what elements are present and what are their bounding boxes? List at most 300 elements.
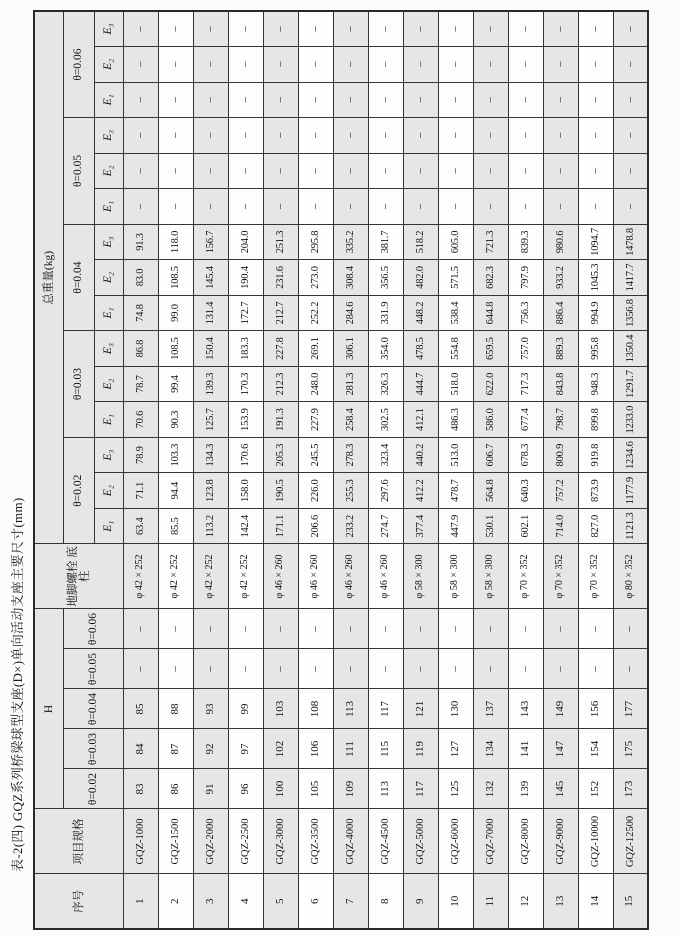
- weight-value: –: [123, 189, 158, 225]
- weight-value: 518.0: [438, 366, 473, 402]
- h-value: 139: [508, 769, 543, 809]
- weight-value: –: [578, 11, 613, 47]
- weight-value: 530.1: [473, 508, 508, 544]
- h-value: –: [543, 609, 578, 649]
- weight-value: 74.8: [123, 295, 158, 331]
- table-row: [508, 11, 543, 929]
- e3-header: E₃: [94, 437, 123, 473]
- weight-value: –: [158, 47, 193, 83]
- h-value: –: [473, 609, 508, 649]
- h-value: 88: [158, 689, 193, 729]
- weight-value: 71.1: [123, 473, 158, 509]
- row-spec: GQZ-1500: [158, 809, 193, 874]
- e2-header: E₂: [94, 153, 123, 189]
- weight-value: 995.8: [578, 331, 613, 367]
- h-value: 111: [333, 729, 368, 769]
- weight-value: 1350.4: [613, 331, 648, 367]
- h-theta-005: θ=0.05: [63, 649, 123, 689]
- e2-header: E₂: [94, 366, 123, 402]
- weight-value: –: [333, 118, 368, 154]
- h-value: –: [368, 649, 403, 689]
- weight-value: 486.3: [438, 402, 473, 438]
- spec-table: [33, 10, 649, 930]
- weight-value: 839.3: [508, 224, 543, 260]
- weight-value: –: [228, 11, 263, 47]
- table-row: [438, 11, 473, 929]
- bolt-spec: φ 42 × 252: [158, 544, 193, 609]
- h-value: 173: [613, 769, 648, 809]
- e2-header: E₂: [94, 260, 123, 296]
- weight-value: 571.5: [438, 260, 473, 296]
- weight-value: –: [193, 11, 228, 47]
- weight-value: 381.7: [368, 224, 403, 260]
- weight-value: 448.2: [403, 295, 438, 331]
- weight-value: 797.9: [508, 260, 543, 296]
- row-spec: GQZ-4000: [333, 809, 368, 874]
- h-value: –: [193, 609, 228, 649]
- h-theta-002: θ=0.02: [63, 769, 123, 809]
- weight-value: 308.4: [333, 260, 368, 296]
- weight-value: 212.7: [263, 295, 298, 331]
- row-spec: GQZ-5000: [403, 809, 438, 874]
- h-value: 100: [263, 769, 298, 809]
- weight-value: –: [368, 47, 403, 83]
- e2-header: E₂: [94, 47, 123, 83]
- weight-value: –: [333, 82, 368, 118]
- weight-value: 281.3: [333, 366, 368, 402]
- h-value: 113: [368, 769, 403, 809]
- weight-value: –: [438, 47, 473, 83]
- bolt-spec: φ 80 × 352: [613, 544, 648, 609]
- weight-value: 757.0: [508, 331, 543, 367]
- h-value: 154: [578, 729, 613, 769]
- row-no: 13: [543, 874, 578, 929]
- h-value: 93: [193, 689, 228, 729]
- weight-value: 295.8: [298, 224, 333, 260]
- weight-value: 171.1: [263, 508, 298, 544]
- table-row: [193, 11, 228, 929]
- w-theta-004: θ=0.04: [63, 224, 94, 331]
- weight-value: 326.3: [368, 366, 403, 402]
- weight-value: 717.3: [508, 366, 543, 402]
- weight-value: 170.3: [228, 366, 263, 402]
- weight-value: –: [508, 82, 543, 118]
- weight-value: –: [508, 189, 543, 225]
- row-no: 9: [403, 874, 438, 929]
- weight-value: –: [263, 82, 298, 118]
- bolt-spec: φ 42 × 252: [228, 544, 263, 609]
- weight-value: –: [543, 118, 578, 154]
- header-row-2: [63, 11, 94, 929]
- h-value: 91: [193, 769, 228, 809]
- weight-value: 678.3: [508, 437, 543, 473]
- weight-value: –: [123, 47, 158, 83]
- table-row: [333, 11, 368, 929]
- weight-value: –: [158, 118, 193, 154]
- weight-value: 170.6: [228, 437, 263, 473]
- h-value: 105: [298, 769, 333, 809]
- h-value: –: [578, 649, 613, 689]
- weight-value: –: [228, 118, 263, 154]
- weight-value: 1233.0: [613, 402, 648, 438]
- weight-value: 150.4: [193, 331, 228, 367]
- h-value: 125: [438, 769, 473, 809]
- h-value: –: [298, 649, 333, 689]
- weight-value: 172.7: [228, 295, 263, 331]
- weight-value: –: [368, 189, 403, 225]
- h-value: –: [228, 609, 263, 649]
- weight-value: 85.5: [158, 508, 193, 544]
- weight-value: 139.3: [193, 366, 228, 402]
- table-body: [123, 11, 648, 929]
- h-value: –: [613, 609, 648, 649]
- h-value: –: [578, 609, 613, 649]
- weight-value: 131.4: [193, 295, 228, 331]
- h-value: –: [543, 649, 578, 689]
- row-no: 4: [228, 874, 263, 929]
- h-value: –: [263, 609, 298, 649]
- h-theta-003: θ=0.03: [63, 729, 123, 769]
- weight-value: 1356.8: [613, 295, 648, 331]
- weight-value: –: [228, 82, 263, 118]
- e3-header: E₃: [94, 331, 123, 367]
- table-row: [298, 11, 333, 929]
- weight-value: –: [403, 118, 438, 154]
- weight-value: 323.4: [368, 437, 403, 473]
- row-spec: GQZ-3000: [263, 809, 298, 874]
- table-row: [158, 11, 193, 929]
- row-spec: GQZ-6000: [438, 809, 473, 874]
- weight-value: –: [438, 153, 473, 189]
- w-theta-005: θ=0.05: [63, 118, 94, 225]
- weight-value: –: [193, 189, 228, 225]
- table-row: [578, 11, 613, 929]
- w-theta-006: θ=0.06: [63, 11, 94, 118]
- h-value: –: [473, 649, 508, 689]
- h-value: 175: [613, 729, 648, 769]
- weight-value: 356.5: [368, 260, 403, 296]
- weight-value: 412.1: [403, 402, 438, 438]
- weight-value: 827.0: [578, 508, 613, 544]
- weight-value: 677.4: [508, 402, 543, 438]
- weight-value: 622.0: [473, 366, 508, 402]
- weight-value: –: [298, 153, 333, 189]
- h-value: –: [368, 609, 403, 649]
- page-title: 表-2(四) GQZ系列桥梁球型支座(D×)单向活动支座主要尺寸(mm): [10, 497, 25, 872]
- weight-value: –: [473, 11, 508, 47]
- col-header-h-group: H: [34, 609, 63, 809]
- weight-value: –: [298, 82, 333, 118]
- h-value: 130: [438, 689, 473, 729]
- row-spec: GQZ-4500: [368, 809, 403, 874]
- h-value: 113: [333, 689, 368, 729]
- weight-value: –: [193, 47, 228, 83]
- weight-value: 682.3: [473, 260, 508, 296]
- weight-value: 258.4: [333, 402, 368, 438]
- weight-value: 919.8: [578, 437, 613, 473]
- row-spec: GQZ-2000: [193, 809, 228, 874]
- weight-value: 331.9: [368, 295, 403, 331]
- h-value: 145: [543, 769, 578, 809]
- h-value: –: [263, 649, 298, 689]
- weight-value: 1417.7: [613, 260, 648, 296]
- weight-value: –: [333, 189, 368, 225]
- weight-value: –: [473, 189, 508, 225]
- weight-value: –: [543, 82, 578, 118]
- h-value: –: [508, 649, 543, 689]
- weight-value: 757.2: [543, 473, 578, 509]
- bolt-spec: φ 70 × 352: [543, 544, 578, 609]
- weight-value: –: [368, 11, 403, 47]
- weight-value: –: [438, 11, 473, 47]
- weight-value: 756.3: [508, 295, 543, 331]
- weight-value: 231.6: [263, 260, 298, 296]
- weight-value: –: [473, 118, 508, 154]
- weight-value: 99.4: [158, 366, 193, 402]
- weight-value: –: [228, 189, 263, 225]
- h-value: –: [438, 609, 473, 649]
- weight-value: 800.9: [543, 437, 578, 473]
- weight-value: –: [193, 118, 228, 154]
- weight-value: 227.8: [263, 331, 298, 367]
- w-theta-003: θ=0.03: [63, 331, 94, 438]
- weight-value: –: [438, 82, 473, 118]
- row-no: 2: [158, 874, 193, 929]
- weight-value: –: [298, 11, 333, 47]
- weight-value: –: [123, 11, 158, 47]
- weight-value: 94.4: [158, 473, 193, 509]
- weight-value: –: [578, 153, 613, 189]
- weight-value: 204.0: [228, 224, 263, 260]
- weight-value: 335.2: [333, 224, 368, 260]
- h-value: 141: [508, 729, 543, 769]
- weight-value: –: [403, 82, 438, 118]
- row-spec: GQZ-9000: [543, 809, 578, 874]
- weight-value: –: [263, 153, 298, 189]
- weight-value: 183.3: [228, 331, 263, 367]
- h-value: –: [158, 649, 193, 689]
- weight-value: 721.3: [473, 224, 508, 260]
- h-value: –: [438, 649, 473, 689]
- row-spec: GQZ-1000: [123, 809, 158, 874]
- weight-value: –: [543, 189, 578, 225]
- weight-value: 538.4: [438, 295, 473, 331]
- weight-value: –: [263, 189, 298, 225]
- e2-header: E₂: [94, 473, 123, 509]
- bolt-spec: φ 70 × 352: [508, 544, 543, 609]
- row-no: 15: [613, 874, 648, 929]
- weight-value: 226.0: [298, 473, 333, 509]
- h-value: 143: [508, 689, 543, 729]
- weight-value: –: [543, 153, 578, 189]
- h-value: –: [123, 609, 158, 649]
- weight-value: 255.3: [333, 473, 368, 509]
- weight-value: 118.0: [158, 224, 193, 260]
- weight-value: 78.9: [123, 437, 158, 473]
- weight-value: 1234.6: [613, 437, 648, 473]
- weight-value: –: [298, 189, 333, 225]
- weight-value: 206.6: [298, 508, 333, 544]
- weight-value: 227.9: [298, 402, 333, 438]
- weight-value: 513.0: [438, 437, 473, 473]
- h-value: 147: [543, 729, 578, 769]
- h-value: –: [228, 649, 263, 689]
- h-value: –: [158, 609, 193, 649]
- weight-value: 1045.3: [578, 260, 613, 296]
- h-value: 156: [578, 689, 613, 729]
- h-value: 137: [473, 689, 508, 729]
- row-no: 11: [473, 874, 508, 929]
- weight-value: –: [123, 153, 158, 189]
- h-value: –: [298, 609, 333, 649]
- weight-value: 269.1: [298, 331, 333, 367]
- weight-value: 1478.8: [613, 224, 648, 260]
- h-value: 177: [613, 689, 648, 729]
- h-value: –: [508, 609, 543, 649]
- weight-value: 1094.7: [578, 224, 613, 260]
- weight-value: 564.8: [473, 473, 508, 509]
- weight-value: –: [228, 47, 263, 83]
- row-no: 7: [333, 874, 368, 929]
- bolt-spec: φ 46 × 260: [368, 544, 403, 609]
- bolt-spec: φ 42 × 252: [193, 544, 228, 609]
- weight-value: –: [333, 153, 368, 189]
- h-value: 84: [123, 729, 158, 769]
- row-no: 5: [263, 874, 298, 929]
- bolt-spec: φ 46 × 260: [298, 544, 333, 609]
- weight-value: –: [543, 11, 578, 47]
- weight-value: 714.0: [543, 508, 578, 544]
- e1-header: E₁: [94, 508, 123, 544]
- weight-value: 113.2: [193, 508, 228, 544]
- col-header-weight-group: 总重量(kg): [34, 11, 63, 544]
- weight-value: 980.6: [543, 224, 578, 260]
- weight-value: –: [158, 82, 193, 118]
- row-spec: GQZ-10000: [578, 809, 613, 874]
- table-row: [368, 11, 403, 929]
- h-value: 87: [158, 729, 193, 769]
- h-value: 103: [263, 689, 298, 729]
- bolt-spec: φ 58 × 300: [438, 544, 473, 609]
- weight-value: 108.5: [158, 260, 193, 296]
- weight-value: –: [158, 11, 193, 47]
- h-value: –: [613, 649, 648, 689]
- h-value: 102: [263, 729, 298, 769]
- weight-value: –: [403, 153, 438, 189]
- weight-value: –: [613, 47, 648, 83]
- e1-header: E₁: [94, 189, 123, 225]
- col-header-no: 序号: [34, 874, 123, 929]
- row-spec: GQZ-8000: [508, 809, 543, 874]
- weight-value: 297.6: [368, 473, 403, 509]
- weight-value: 273.0: [298, 260, 333, 296]
- e1-header: E₁: [94, 402, 123, 438]
- row-no: 14: [578, 874, 613, 929]
- weight-value: 412.2: [403, 473, 438, 509]
- table-row: [123, 11, 158, 929]
- row-spec: GQZ-12500: [613, 809, 648, 874]
- weight-value: 251.3: [263, 224, 298, 260]
- weight-value: 108.5: [158, 331, 193, 367]
- h-value: 152: [578, 769, 613, 809]
- row-no: 12: [508, 874, 543, 929]
- col-header-spec: 项目规格: [34, 809, 123, 874]
- weight-value: –: [613, 82, 648, 118]
- weight-value: 482.0: [403, 260, 438, 296]
- h-value: 149: [543, 689, 578, 729]
- weight-value: –: [578, 118, 613, 154]
- weight-value: –: [473, 82, 508, 118]
- weight-value: –: [298, 118, 333, 154]
- weight-value: –: [578, 189, 613, 225]
- bolt-spec: φ 58 × 300: [403, 544, 438, 609]
- weight-value: 889.3: [543, 331, 578, 367]
- weight-value: –: [123, 82, 158, 118]
- weight-value: 156.7: [193, 224, 228, 260]
- row-spec: GQZ-2500: [228, 809, 263, 874]
- weight-value: 843.8: [543, 366, 578, 402]
- weight-value: 190.5: [263, 473, 298, 509]
- weight-value: 933.2: [543, 260, 578, 296]
- weight-value: –: [368, 82, 403, 118]
- weight-value: 212.3: [263, 366, 298, 402]
- weight-value: 440.2: [403, 437, 438, 473]
- weight-value: –: [333, 47, 368, 83]
- weight-value: 994.9: [578, 295, 613, 331]
- row-no: 6: [298, 874, 333, 929]
- h-value: 119: [403, 729, 438, 769]
- weight-value: 444.7: [403, 366, 438, 402]
- weight-value: –: [263, 47, 298, 83]
- h-value: 115: [368, 729, 403, 769]
- h-value: 121: [403, 689, 438, 729]
- row-no: 8: [368, 874, 403, 929]
- h-value: 106: [298, 729, 333, 769]
- weight-value: –: [613, 153, 648, 189]
- h-value: –: [403, 609, 438, 649]
- weight-value: –: [438, 189, 473, 225]
- weight-value: 586.0: [473, 402, 508, 438]
- weight-value: –: [508, 118, 543, 154]
- bolt-spec: φ 42 × 252: [123, 544, 158, 609]
- h-value: 109: [333, 769, 368, 809]
- weight-value: 134.3: [193, 437, 228, 473]
- weight-value: 873.9: [578, 473, 613, 509]
- h-theta-004: θ=0.04: [63, 689, 123, 729]
- h-value: –: [333, 649, 368, 689]
- weight-value: 70.6: [123, 402, 158, 438]
- bolt-spec: φ 58 × 300: [473, 544, 508, 609]
- weight-value: 125.7: [193, 402, 228, 438]
- h-value: –: [193, 649, 228, 689]
- weight-value: 233.2: [333, 508, 368, 544]
- h-value: 117: [368, 689, 403, 729]
- weight-value: 103.3: [158, 437, 193, 473]
- weight-value: 886.4: [543, 295, 578, 331]
- e3-header: E₃: [94, 118, 123, 154]
- row-no: 3: [193, 874, 228, 929]
- weight-value: –: [613, 118, 648, 154]
- weight-value: –: [368, 153, 403, 189]
- weight-value: 158.0: [228, 473, 263, 509]
- h-value: 117: [403, 769, 438, 809]
- weight-value: 190.4: [228, 260, 263, 296]
- weight-value: –: [193, 153, 228, 189]
- weight-value: 478.7: [438, 473, 473, 509]
- weight-value: –: [228, 153, 263, 189]
- weight-value: 605.0: [438, 224, 473, 260]
- weight-value: 278.3: [333, 437, 368, 473]
